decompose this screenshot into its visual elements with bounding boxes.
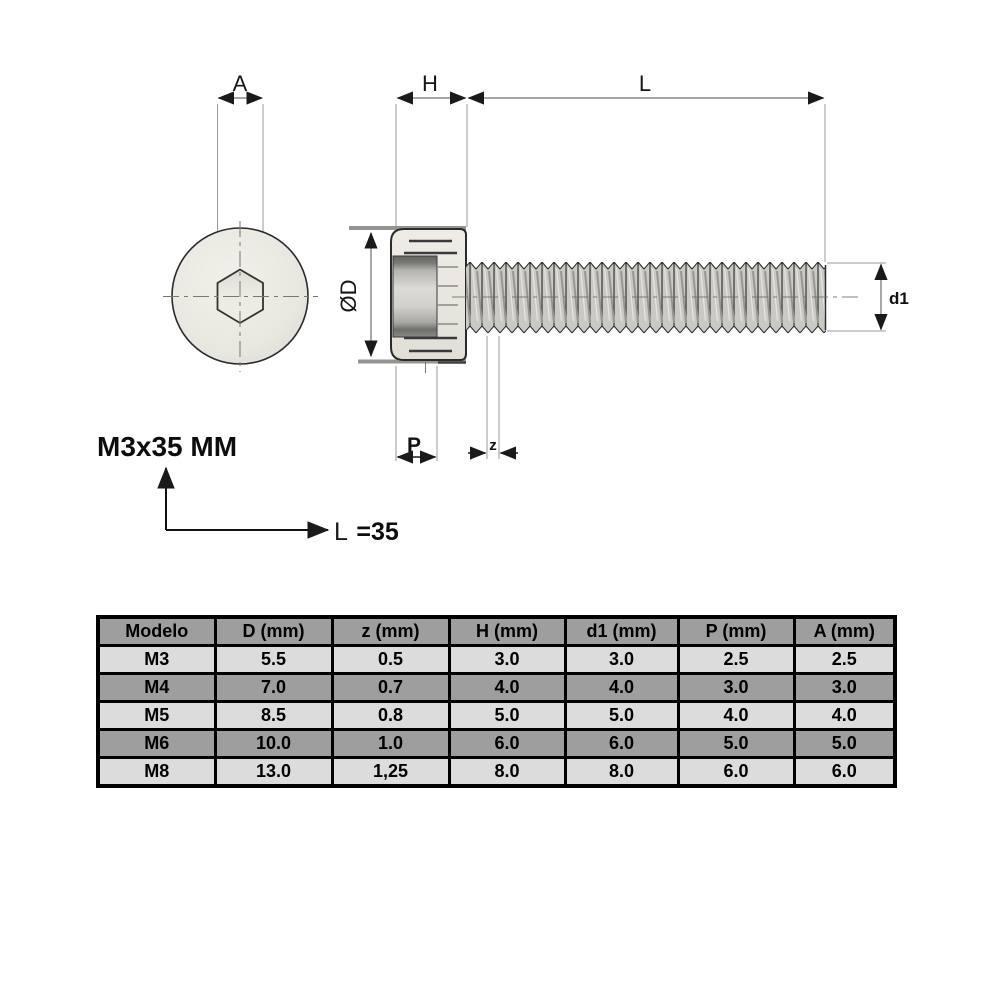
hex-socket-recess bbox=[393, 256, 437, 337]
table-row-m8 bbox=[98, 758, 895, 787]
table-cell: 4.0 bbox=[678, 702, 794, 730]
table-cell: 2.5 bbox=[678, 646, 794, 674]
table-cell: 6.0 bbox=[449, 730, 565, 758]
table-cell: 4.0 bbox=[794, 702, 895, 730]
column-header-d1: d1 (mm) bbox=[565, 617, 678, 646]
spec-table-container bbox=[96, 615, 893, 788]
model-callout bbox=[97, 431, 399, 546]
column-header-z: z (mm) bbox=[332, 617, 449, 646]
spec-table bbox=[96, 615, 897, 788]
table-cell: 8.0 bbox=[449, 758, 565, 787]
table-cell: 0.8 bbox=[332, 702, 449, 730]
table-cell: 6.0 bbox=[678, 758, 794, 787]
dim-label-h: H bbox=[422, 71, 438, 96]
table-cell: M4 bbox=[98, 674, 215, 702]
length-callout bbox=[334, 518, 399, 546]
dim-label-z: z bbox=[489, 437, 497, 454]
column-header-d: D (mm) bbox=[215, 617, 332, 646]
table-cell: 4.0 bbox=[565, 674, 678, 702]
table-row-m3 bbox=[98, 646, 895, 674]
table-cell: M8 bbox=[98, 758, 215, 787]
length-callout-value: =35 bbox=[356, 518, 399, 546]
table-cell: 13.0 bbox=[215, 758, 332, 787]
table-row-m5 bbox=[98, 702, 895, 730]
model-label: M3x35 MM bbox=[97, 431, 238, 462]
table-cell: 8.5 bbox=[215, 702, 332, 730]
table-cell: M3 bbox=[98, 646, 215, 674]
table-cell: 7.0 bbox=[215, 674, 332, 702]
table-cell: 0.5 bbox=[332, 646, 449, 674]
front-view bbox=[163, 71, 318, 372]
table-cell: 2.5 bbox=[794, 646, 895, 674]
table-cell: 5.0 bbox=[565, 702, 678, 730]
threaded-shaft bbox=[466, 262, 826, 333]
table-cell: 3.0 bbox=[678, 674, 794, 702]
table-cell: 1,25 bbox=[332, 758, 449, 787]
table-cell: 3.0 bbox=[449, 646, 565, 674]
column-header-modelo: Modelo bbox=[98, 617, 215, 646]
table-cell: 5.0 bbox=[678, 730, 794, 758]
table-cell: 0.7 bbox=[332, 674, 449, 702]
dim-label-od: ØD bbox=[336, 279, 361, 313]
table-cell: 3.0 bbox=[565, 646, 678, 674]
column-header-a: A (mm) bbox=[794, 617, 895, 646]
dim-label-a: A bbox=[232, 71, 248, 96]
table-cell: 6.0 bbox=[565, 730, 678, 758]
dim-label-p: P bbox=[406, 434, 422, 457]
dim-label-d1: d1 bbox=[889, 289, 909, 308]
side-view bbox=[336, 71, 909, 461]
table-cell: 8.0 bbox=[565, 758, 678, 787]
table-cell: 5.0 bbox=[794, 730, 895, 758]
table-cell: 5.5 bbox=[215, 646, 332, 674]
table-cell: 3.0 bbox=[794, 674, 895, 702]
table-header-row bbox=[98, 617, 895, 646]
dim-label-l: L bbox=[638, 71, 652, 96]
table-cell: 1.0 bbox=[332, 730, 449, 758]
table-cell: M6 bbox=[98, 730, 215, 758]
column-header-h: H (mm) bbox=[449, 617, 565, 646]
table-cell: 10.0 bbox=[215, 730, 332, 758]
length-callout-label: L bbox=[334, 518, 348, 546]
column-header-p: P (mm) bbox=[678, 617, 794, 646]
table-row-m4 bbox=[98, 674, 895, 702]
table-cell: 5.0 bbox=[449, 702, 565, 730]
table-row-m6 bbox=[98, 730, 895, 758]
table-cell: M5 bbox=[98, 702, 215, 730]
table-cell: 4.0 bbox=[449, 674, 565, 702]
table-cell: 6.0 bbox=[794, 758, 895, 787]
